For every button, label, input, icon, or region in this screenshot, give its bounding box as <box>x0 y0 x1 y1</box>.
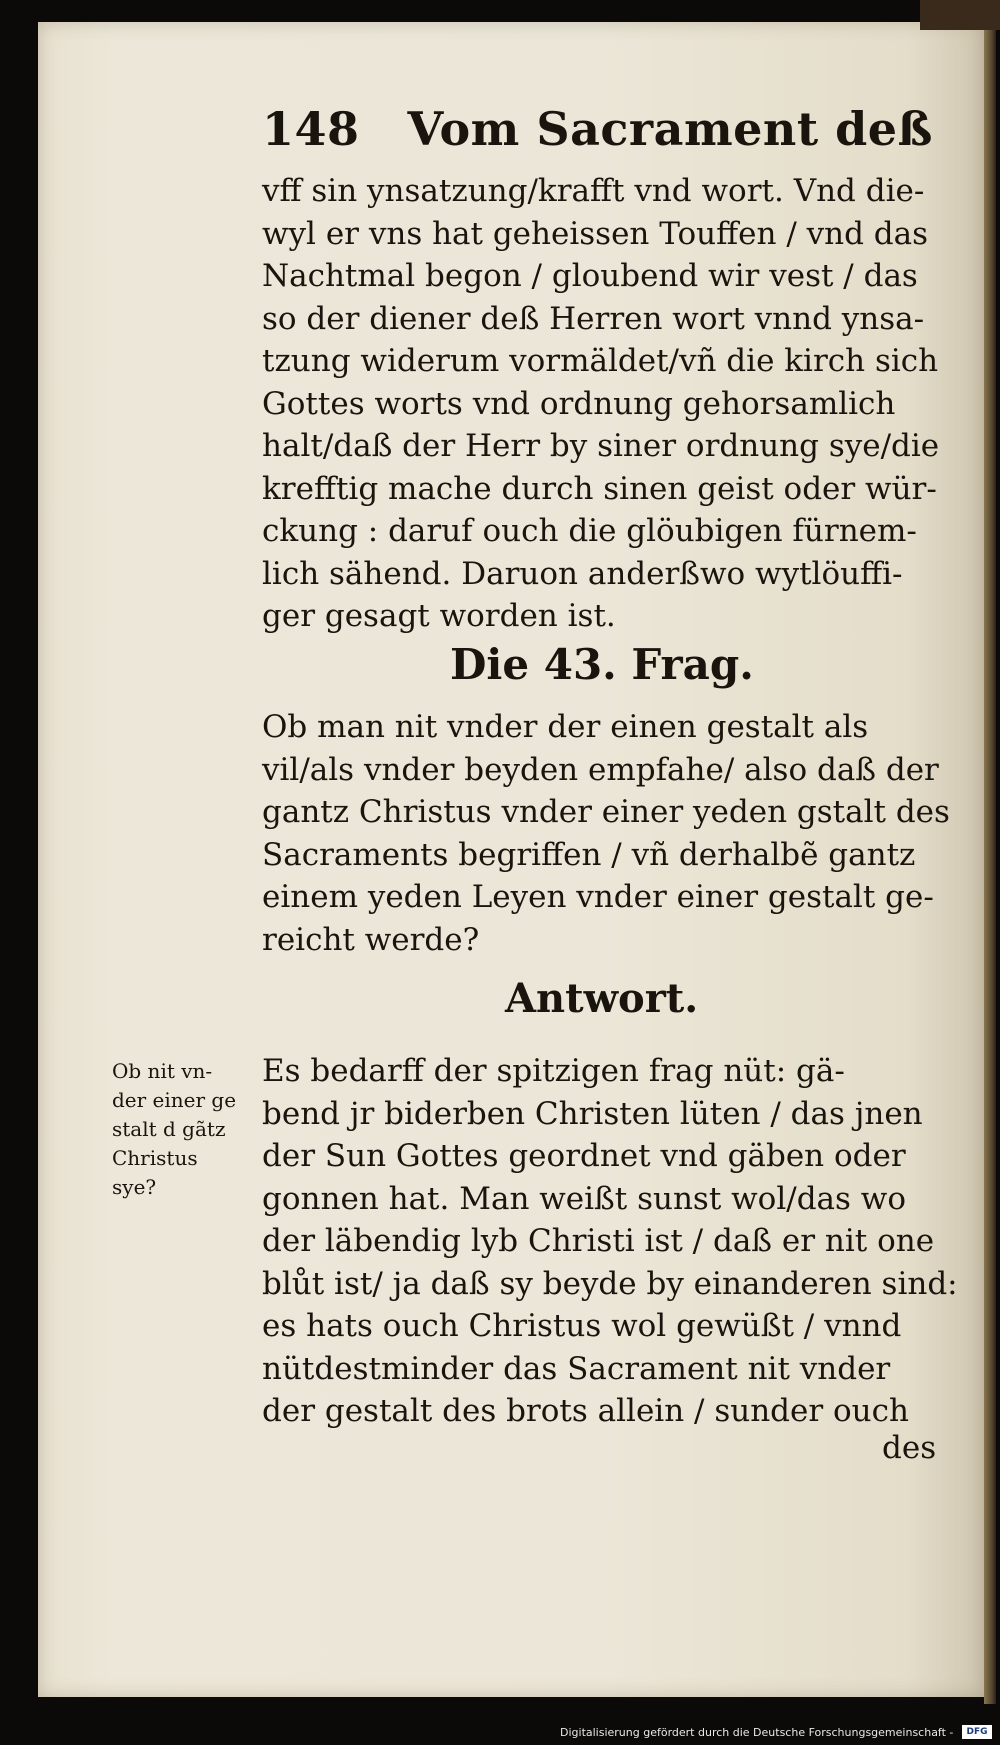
paragraph-3 <box>262 1050 958 1433</box>
text-line: halt/daß der Herr by siner ordnung sye/die <box>262 428 940 464</box>
catchword: des <box>882 1430 937 1466</box>
text-line: so der diener deß Herren wort vnnd ynsa- <box>262 300 925 337</box>
digitization-credit: Digitalisierung gefördert durch die Deutsche Forschungsgemeinschaft - <box>560 1726 954 1739</box>
text-line: einem yeden Leyen vnder einer gestalt ge- <box>262 879 934 915</box>
text-line: bend jr biderben Christen lüten / das jnen <box>262 1095 923 1132</box>
text-line: Gottes worts vnd ordnung gehorsamlich <box>262 385 896 422</box>
text-line: Ob man nit vnder der einen gestalt als <box>262 709 869 745</box>
corner-shade <box>920 0 1000 30</box>
text-line: vff sin ynsatzung/krafft vnd wort. Vnd die- <box>262 173 925 209</box>
dfg-logo: DFG <box>962 1725 992 1739</box>
page-edge <box>984 14 996 1704</box>
text-line: tzung widerum vormäldet/vñ die kirch sich <box>262 343 939 379</box>
text-line: der läbendig lyb Christi ist / daß er nit one <box>262 1223 935 1259</box>
margin-note-line: stalt d gãtz <box>112 1117 226 1141</box>
question-heading: Die 43. Frag. <box>450 640 754 689</box>
text-line: blůt ist/ ja daß sy beyde by einanderen sind: <box>262 1265 958 1302</box>
margin-note-line: Ob nit vn- <box>112 1059 213 1083</box>
running-title: Vom Sacrament deß <box>407 102 933 156</box>
text-line: der Sun Gottes geordnet vnd gäben oder <box>262 1138 906 1174</box>
margin-note <box>112 1057 262 1202</box>
text-line: wyl er vns hat geheissen Touffen / vnd das <box>262 215 929 252</box>
text-line: es hats ouch Christus wol gewüßt / vnnd <box>262 1308 902 1344</box>
text-line: ckung : daruf ouch die glöubigen fürnem- <box>262 513 917 549</box>
margin-note-line: sye? <box>112 1175 157 1199</box>
text-line: nütdestminder das Sacrament nit vnder <box>262 1350 891 1387</box>
text-line: krefftig mache durch sinen geist oder wür- <box>262 470 937 507</box>
text-line: ger gesagt worden ist. <box>262 598 616 634</box>
text-line: der gestalt des brots allein / sunder ouch <box>262 1393 909 1429</box>
text-line: Es bedarff der spitzigen frag nüt: gä- <box>262 1053 845 1089</box>
text-line: lich sähend. Daruon anderßwo wytlöuffi- <box>262 555 903 592</box>
margin-note-line: Christus <box>112 1146 198 1170</box>
text-line: vil/als vnder beyden empfahe/ also daß der <box>262 751 939 788</box>
paragraph-2 <box>262 706 950 961</box>
running-header <box>262 102 933 156</box>
text-line: Sacraments begriffen / vñ derhalbẽ gantz <box>262 836 916 873</box>
text-line: gonnen hat. Man weißt sunst wol/das wo <box>262 1180 906 1217</box>
answer-heading: Antwort. <box>505 975 699 1022</box>
text-line: gantz Christus vnder einer yeden gstalt des <box>262 794 950 830</box>
margin-note-line: der einer ge <box>112 1088 237 1112</box>
page-number: 148 <box>262 102 360 156</box>
text-line: reicht werde? <box>262 921 480 958</box>
paragraph-1 <box>262 170 942 638</box>
text-line: Nachtmal begon / gloubend wir vest / das <box>262 258 918 294</box>
